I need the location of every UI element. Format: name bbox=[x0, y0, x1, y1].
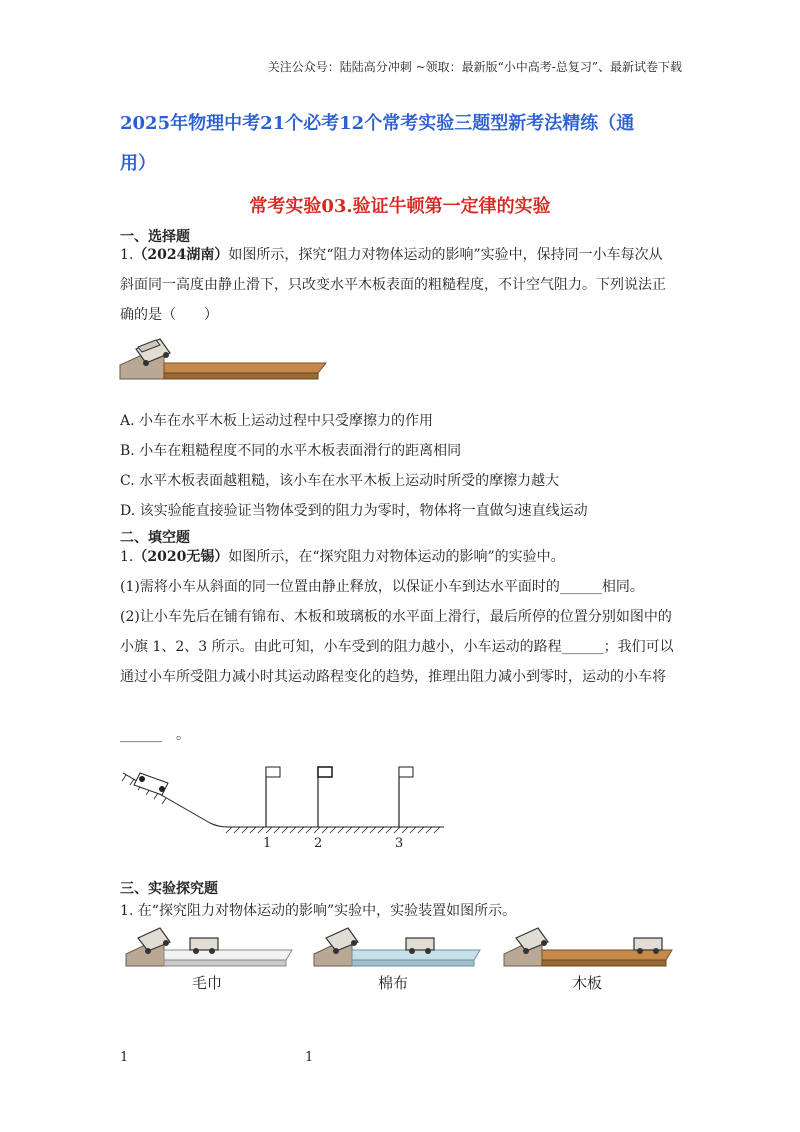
page-header: 关注公众号：陆陆高分冲刺 ~领取：最新版“小中高考-总复习”、最新试卷下载 bbox=[267, 60, 682, 74]
cotton-label: 棉布 bbox=[378, 974, 409, 992]
option-b: B. 小车在粗糙程度不同的水平木板表面滑行的距离相同 bbox=[120, 443, 462, 459]
flag-label-2: 2 bbox=[314, 836, 323, 851]
q2-answer-blank: ______ 。 bbox=[120, 727, 190, 743]
q2-part-1: (1)需将小车从斜面的同一位置由静止释放，以保证小车到达水平面时的______相同。 bbox=[120, 579, 644, 595]
flag-label-1: 1 bbox=[263, 836, 272, 851]
q3-line-1: 1. 在“探究阻力对物体运动的影响”实验中，实验装置如图所示。 bbox=[120, 903, 517, 919]
section-2-question bbox=[120, 542, 690, 692]
q2-part-2-line-1: (2)让小车先后在铺有锦布、木板和玻璃板的水平面上滑行，最后所停的位置分别如图中的 bbox=[120, 609, 672, 625]
section-1-question bbox=[120, 240, 690, 330]
q2-source: （2020无锡） bbox=[133, 549, 229, 565]
towel-surface-figure bbox=[124, 924, 294, 970]
flag-label-3: 3 bbox=[395, 836, 404, 851]
q1-line-3: 确的是（ ） bbox=[120, 307, 218, 323]
wood-surface-figure bbox=[502, 924, 674, 970]
q2-number: 1. bbox=[120, 549, 134, 565]
document-title bbox=[120, 104, 690, 184]
towel-label: 毛巾 bbox=[192, 974, 223, 992]
section-2-heading: 二、填空题 bbox=[120, 530, 190, 546]
option-c: C. 水平木板表面越粗糙，该小车在水平木板上运动时所受的摩擦力越大 bbox=[120, 473, 560, 489]
title-line-1: 2025年物理中考21个必考12个常考实验三题型新考法精练（通 bbox=[120, 113, 635, 134]
footer-page-number: 1 bbox=[305, 1050, 314, 1065]
wood-label: 木板 bbox=[572, 974, 603, 992]
q1-number: 1. bbox=[120, 247, 134, 263]
section-3-heading: 三、实验探究题 bbox=[120, 881, 218, 897]
option-d: D. 该实验能直接验证当物体受到的阻力为零时，物体将一直做匀速直线运动 bbox=[120, 503, 588, 519]
ramp-board-figure bbox=[118, 333, 330, 383]
q2-intro: 如图所示，在“探究阻力对物体运动的影响”的实验中。 bbox=[228, 549, 565, 565]
q1-line-1: 如图所示，探究“阻力对物体运动的影响”实验中，保持同一小车每次从 bbox=[228, 247, 663, 263]
q1-line-2: 斜面同一高度由静止滑下，只改变水平木板表面的粗糙程度，不计空气阻力。下列说法正 bbox=[120, 277, 666, 293]
option-a: A. 小车在水平木板上运动过程中只受摩擦力的作用 bbox=[120, 413, 434, 429]
q2-part-2-line-2: 小旗 1、2、3 所示。由此可知，小车受到的阻力越小，小车运动的路程______；我们可以 bbox=[120, 639, 674, 655]
experiment-subtitle: 常考实验03.验证牛顿第一定律的实验 bbox=[249, 196, 551, 217]
cotton-surface-figure bbox=[312, 924, 482, 970]
q1-source: （2024湖南） bbox=[133, 247, 229, 263]
section-1-heading: 一、选择题 bbox=[120, 229, 190, 245]
footer-left-number: 1 bbox=[120, 1050, 129, 1065]
title-line-2: 用） bbox=[120, 153, 156, 174]
q2-part-2-line-3: 通过小车所受阻力减小时其运动路程变化的趋势，推理出阻力减小到零时，运动的小车将 bbox=[120, 669, 666, 685]
